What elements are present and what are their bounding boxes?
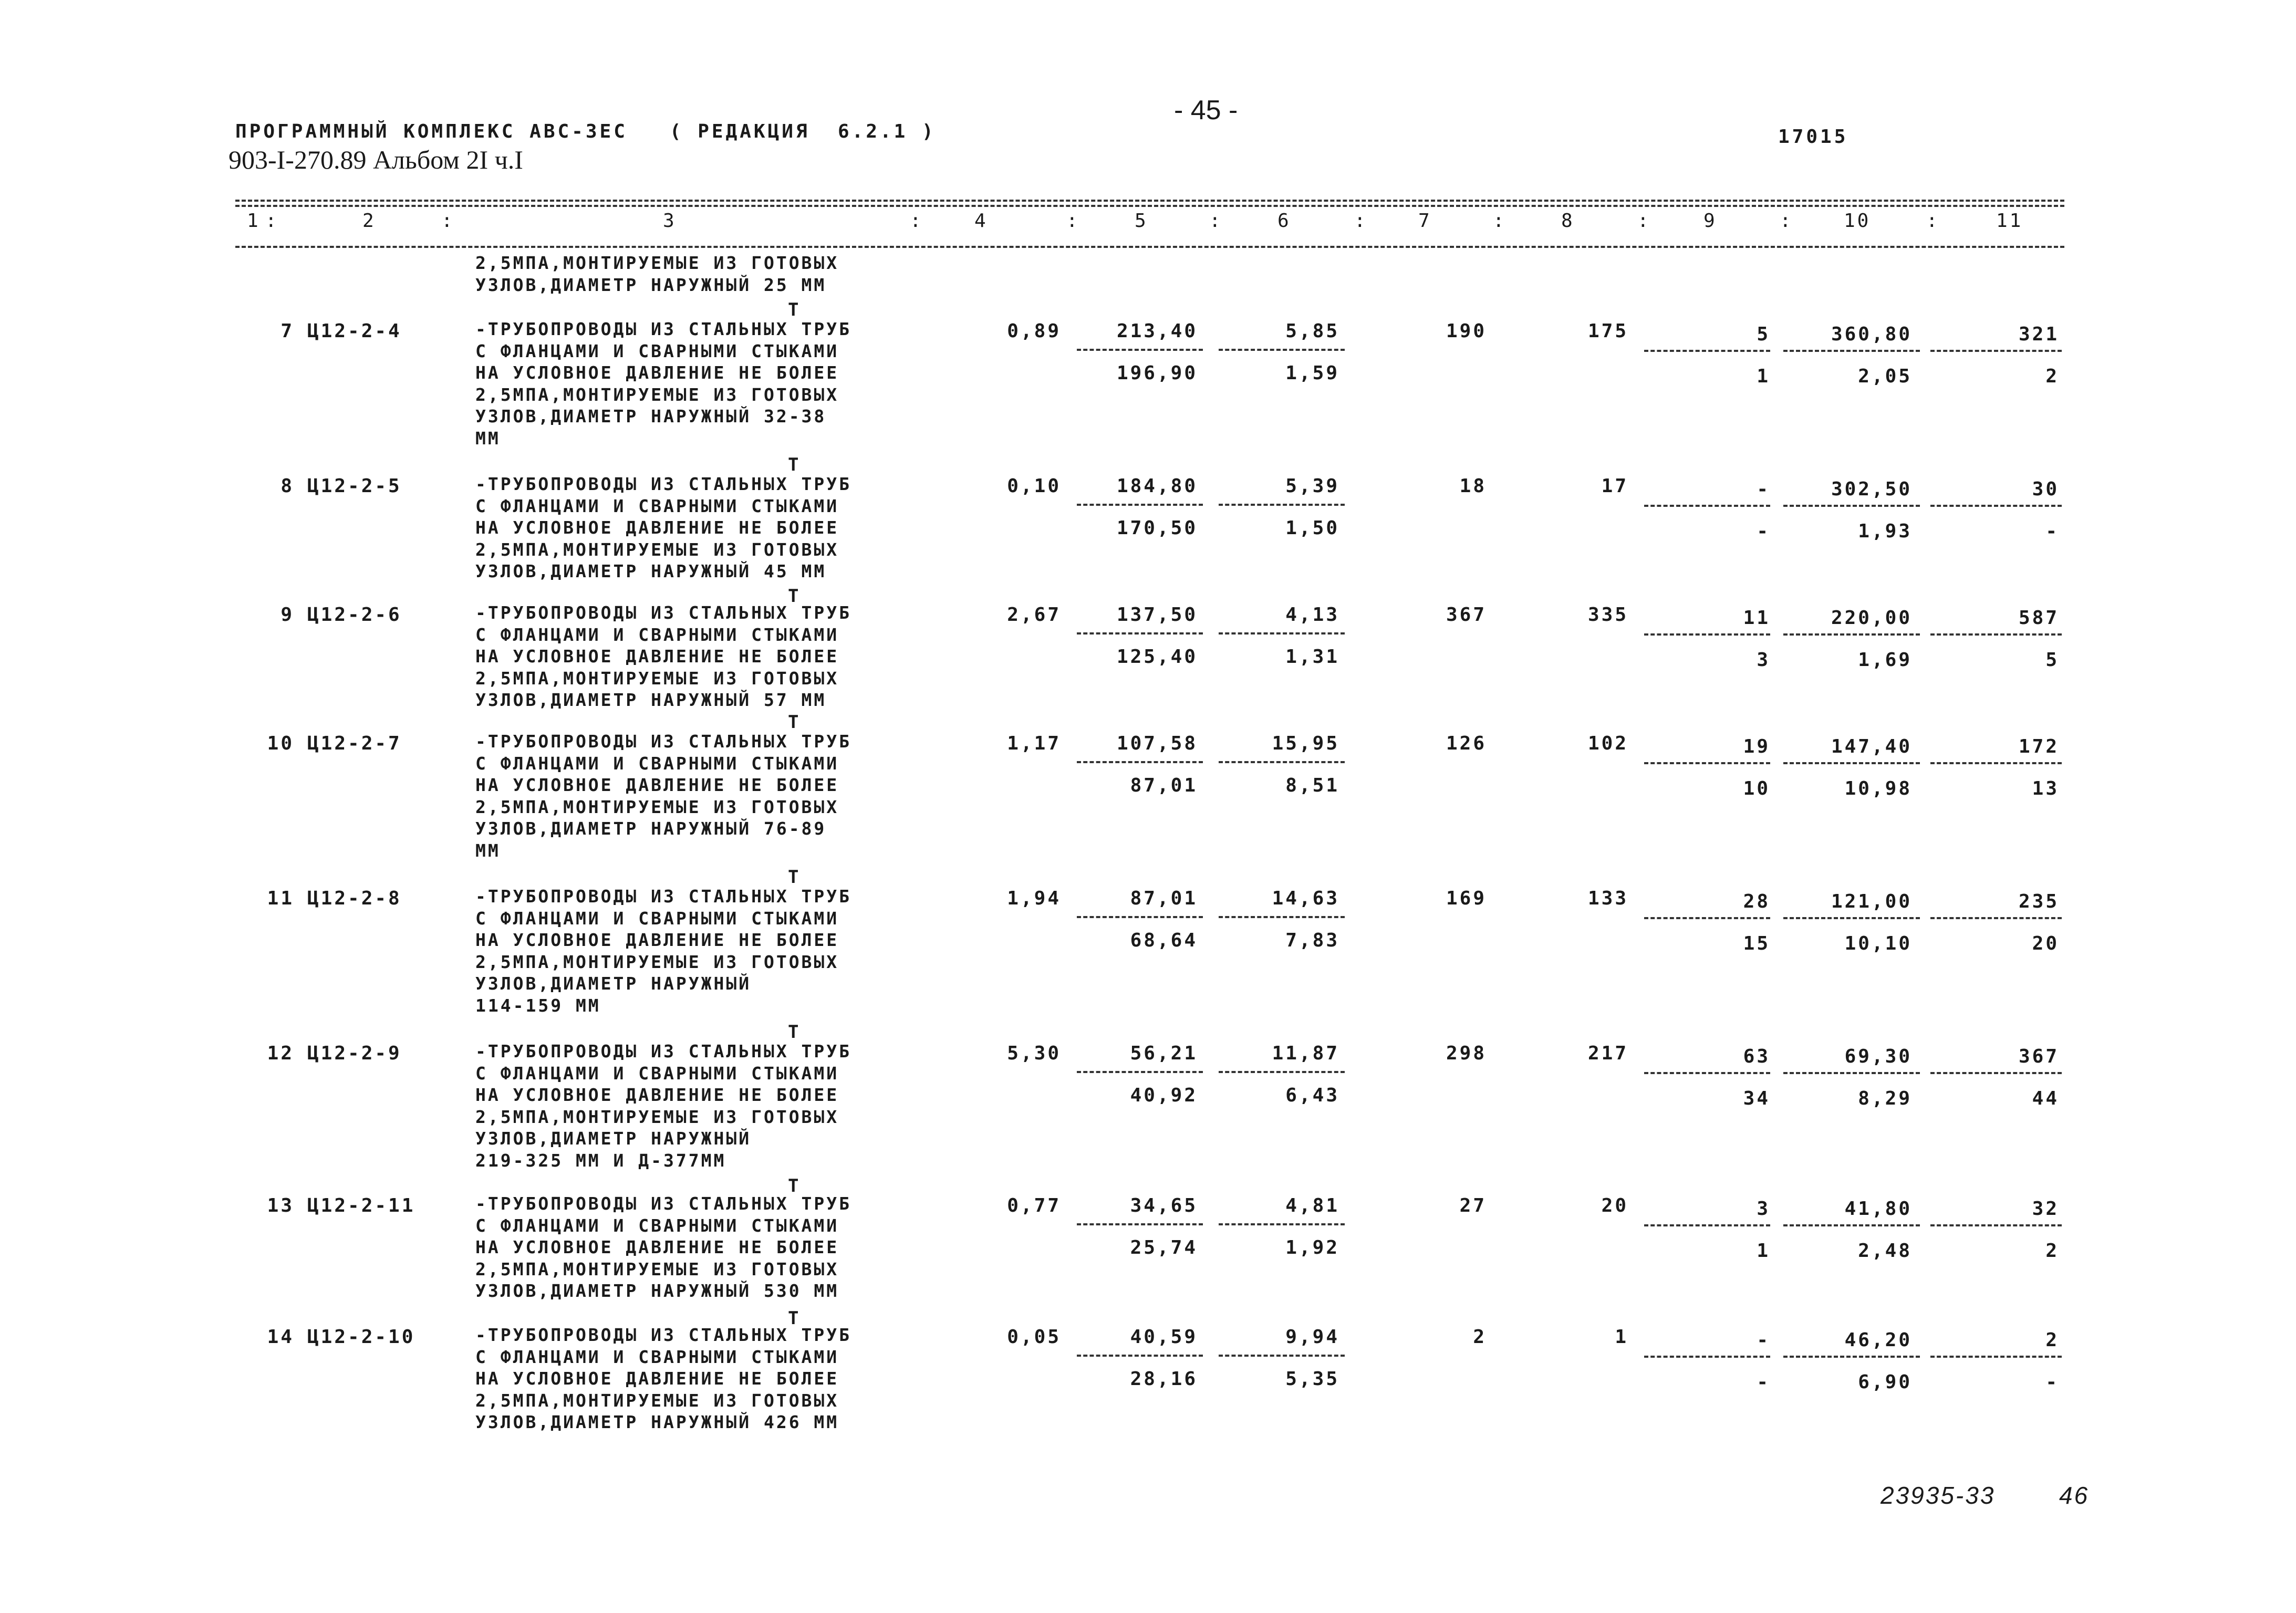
cell-col5-top: 34,65 <box>1130 1195 1198 1216</box>
row-number: 10 <box>267 733 294 754</box>
row-code: Ц12-2-11 <box>307 1195 415 1216</box>
cell-col6-bottom: 6,43 <box>1285 1085 1339 1106</box>
row-description: -ТРУБОПРОВОДЫ ИЗ СТАЛЬНЫХ ТРУБ С ФЛАНЦАМИ И СВАРНЫМИ СТЫКАМИ НА УСЛОВНОЕ ДАВЛЕНИЕ НЕ БОЛЕЕ 2,5МПА,МОНТИРУЕМЫЕ ИЗ ГОТОВЫХ УЗЛОВ,ДИАМЕТР НАРУЖНЫЙ 219-325 ММ И Д-377ММ <box>475 1041 852 1171</box>
fraction-line <box>1644 1224 1770 1226</box>
fraction-line <box>1783 917 1920 919</box>
fraction-line <box>1930 1224 2062 1226</box>
fraction-line <box>1219 632 1345 634</box>
row-code: Ц12-2-8 <box>307 888 402 909</box>
row-code: Ц12-2-5 <box>307 475 402 497</box>
column-separator: : <box>1637 210 1649 232</box>
cell-col7: 169 <box>1446 888 1487 909</box>
unit-mark: Т <box>788 1308 799 1329</box>
cell-col10-bottom: 1,69 <box>1858 649 1912 671</box>
column-header-5: 5 <box>1135 210 1148 232</box>
row-code: Ц12-2-7 <box>307 733 402 754</box>
footer-doc-number: 23935-33 <box>1881 1482 1996 1509</box>
fraction-line <box>1077 916 1203 918</box>
cell-col11-top: 367 <box>2018 1046 2059 1067</box>
cell-col6-top: 11,87 <box>1272 1043 1339 1064</box>
cell-col5-top: 137,50 <box>1116 604 1198 626</box>
fraction-line <box>1219 1223 1345 1225</box>
cell-col4: 5,30 <box>1007 1043 1061 1064</box>
cell-col10-top: 360,80 <box>1831 324 1912 345</box>
fraction-line <box>1219 1071 1345 1073</box>
row-number: 13 <box>267 1195 294 1216</box>
row-description: -ТРУБОПРОВОДЫ ИЗ СТАЛЬНЫХ ТРУБ С ФЛАНЦАМИ И СВАРНЫМИ СТЫКАМИ НА УСЛОВНОЕ ДАВЛЕНИЕ НЕ БОЛЕЕ 2,5МПА,МОНТИРУЕМЫЕ ИЗ ГОТОВЫХ УЗЛОВ,ДИАМЕТР НАРУЖНЫЙ 426 ММ <box>475 1325 852 1432</box>
column-separator: : <box>1926 210 1938 232</box>
column-header-1: 1 <box>247 210 261 232</box>
cell-col6-top: 14,63 <box>1272 888 1339 909</box>
row-number: 8 <box>280 475 294 497</box>
cell-col5-bottom: 125,40 <box>1116 646 1198 668</box>
cell-col11-bottom: - <box>2045 1371 2059 1393</box>
cell-col4: 2,67 <box>1007 604 1061 626</box>
fraction-line <box>1783 1356 1920 1358</box>
album-title: 903-I-270.89 Альбом 2I ч.I <box>228 145 523 174</box>
cell-col6-bottom: 1,31 <box>1285 646 1339 668</box>
fraction-line <box>1783 1224 1920 1226</box>
cell-col9-top: 11 <box>1743 607 1770 629</box>
fraction-line <box>1644 762 1770 764</box>
fraction-line <box>1219 349 1345 351</box>
cell-col8: 102 <box>1587 733 1628 754</box>
cell-col9-top: 63 <box>1743 1046 1770 1067</box>
column-separator: : <box>441 210 453 232</box>
fraction-line <box>1219 916 1345 918</box>
cell-col7: 126 <box>1446 733 1487 754</box>
cell-col9-bottom: 3 <box>1757 649 1770 671</box>
unit-mark: Т <box>788 712 799 733</box>
cell-col11-bottom: 20 <box>2032 933 2059 954</box>
row-description: -ТРУБОПРОВОДЫ ИЗ СТАЛЬНЫХ ТРУБ С ФЛАНЦАМИ И СВАРНЫМИ СТЫКАМИ НА УСЛОВНОЕ ДАВЛЕНИЕ НЕ БОЛЕЕ 2,5МПА,МОНТИРУЕМЫЕ ИЗ ГОТОВЫХ УЗЛОВ,ДИАМЕТР НАРУЖНЫЙ 76-89 ММ <box>475 731 852 861</box>
column-header-6: 6 <box>1277 210 1291 232</box>
cell-col4: 1,94 <box>1007 888 1061 909</box>
fraction-line <box>1644 505 1770 507</box>
table-top-rule <box>235 200 2064 202</box>
cell-col5-bottom: 196,90 <box>1116 362 1198 384</box>
table-top-rule-2 <box>235 205 2064 207</box>
unit-mark: Т <box>788 454 799 475</box>
cell-col5-bottom: 68,64 <box>1130 930 1198 951</box>
cell-col4: 0,89 <box>1007 320 1061 342</box>
cell-col9-top: - <box>1757 1329 1770 1351</box>
cell-col6-bottom: 1,59 <box>1285 362 1339 384</box>
row-number: 7 <box>280 320 294 342</box>
fraction-line <box>1930 1356 2062 1358</box>
cell-col11-bottom: 13 <box>2032 778 2059 799</box>
fraction-line <box>1644 633 1770 636</box>
row-description: -ТРУБОПРОВОДЫ ИЗ СТАЛЬНЫХ ТРУБ С ФЛАНЦАМИ И СВАРНЫМИ СТЫКАМИ НА УСЛОВНОЕ ДАВЛЕНИЕ НЕ БОЛЕЕ 2,5МПА,МОНТИРУЕМЫЕ ИЗ ГОТОВЫХ УЗЛОВ,ДИАМЕТР НАРУЖНЫЙ 45 ММ <box>475 474 852 581</box>
cell-col4: 1,17 <box>1007 733 1061 754</box>
cell-col8: 17 <box>1601 475 1628 497</box>
cell-col9-top: 3 <box>1757 1198 1770 1220</box>
cell-col8: 175 <box>1587 320 1628 342</box>
cell-col10-bottom: 8,29 <box>1858 1088 1912 1109</box>
cell-col10-top: 302,50 <box>1831 478 1912 500</box>
row-description: -ТРУБОПРОВОДЫ ИЗ СТАЛЬНЫХ ТРУБ С ФЛАНЦАМИ И СВАРНЫМИ СТЫКАМИ НА УСЛОВНОЕ ДАВЛЕНИЕ НЕ БОЛЕЕ 2,5МПА,МОНТИРУЕМЫЕ ИЗ ГОТОВЫХ УЗЛОВ,ДИАМЕТР НАРУЖНЫЙ 530 ММ <box>475 1193 852 1301</box>
cell-col5-top: 87,01 <box>1130 888 1198 909</box>
cell-col9-bottom: 34 <box>1743 1088 1770 1109</box>
column-separator: : <box>1354 210 1366 232</box>
column-header-9: 9 <box>1703 210 1717 232</box>
cell-col7: 190 <box>1446 320 1487 342</box>
cell-col7: 298 <box>1446 1043 1487 1064</box>
row-number: 11 <box>267 888 294 909</box>
cell-col7: 367 <box>1446 604 1487 626</box>
fraction-line <box>1077 504 1203 506</box>
fraction-line <box>1077 1223 1203 1225</box>
cell-col5-bottom: 170,50 <box>1116 517 1198 539</box>
cell-col11-bottom: 2 <box>2045 1240 2059 1262</box>
cell-col9-bottom: - <box>1757 521 1770 542</box>
fraction-line <box>1644 917 1770 919</box>
cell-col5-bottom: 87,01 <box>1130 775 1198 796</box>
fraction-line <box>1077 349 1203 351</box>
fraction-line <box>1219 761 1345 763</box>
cell-col6-top: 4,13 <box>1285 604 1339 626</box>
cell-col10-top: 220,00 <box>1831 607 1912 629</box>
fraction-line <box>1077 632 1203 634</box>
fraction-line <box>1930 633 2062 636</box>
cell-col10-bottom: 10,98 <box>1844 778 1912 799</box>
fraction-line <box>1783 350 1920 352</box>
column-separator: : <box>910 210 921 232</box>
cell-col9-top: 19 <box>1743 736 1770 757</box>
unit-mark: Т <box>788 867 799 888</box>
cell-col10-top: 147,40 <box>1831 736 1912 757</box>
cell-col6-bottom: 1,92 <box>1285 1237 1339 1258</box>
cell-col5-top: 213,40 <box>1116 320 1198 342</box>
cell-col9-top: 28 <box>1743 891 1770 912</box>
cell-col8: 217 <box>1587 1043 1628 1064</box>
cell-col6-bottom: 7,83 <box>1285 930 1339 951</box>
cell-col9-bottom: - <box>1757 1371 1770 1393</box>
column-header-11: 11 <box>1996 210 2023 232</box>
cell-col9-bottom: 10 <box>1743 778 1770 799</box>
cell-col4: 0,10 <box>1007 475 1061 497</box>
row-number: 12 <box>267 1043 294 1064</box>
cell-col9-bottom: 1 <box>1757 366 1770 387</box>
cell-col6-top: 4,81 <box>1285 1195 1339 1216</box>
fraction-line <box>1219 1355 1345 1357</box>
fraction-line <box>1219 504 1345 506</box>
cell-col9-top: - <box>1757 478 1770 500</box>
cell-col6-bottom: 1,50 <box>1285 517 1339 539</box>
fraction-line <box>1783 1072 1920 1074</box>
fraction-line <box>1077 1071 1203 1073</box>
fraction-line <box>1930 917 2062 919</box>
fraction-line <box>1930 505 2062 507</box>
cell-col7: 18 <box>1459 475 1487 497</box>
column-separator: : <box>1493 210 1504 232</box>
cell-col5-top: 107,58 <box>1116 733 1198 754</box>
document-code: 17015 <box>1778 126 1848 148</box>
fraction-line <box>1930 350 2062 352</box>
cell-col5-bottom: 28,16 <box>1130 1368 1198 1390</box>
fraction-line <box>1783 505 1920 507</box>
cell-col5-bottom: 40,92 <box>1130 1085 1198 1106</box>
cell-col6-bottom: 8,51 <box>1285 775 1339 796</box>
cell-col9-bottom: 15 <box>1743 933 1770 954</box>
fraction-line <box>1644 350 1770 352</box>
cell-col9-bottom: 1 <box>1757 1240 1770 1262</box>
fraction-line <box>1930 1072 2062 1074</box>
column-separator: : <box>1780 210 1791 232</box>
row-description: -ТРУБОПРОВОДЫ ИЗ СТАЛЬНЫХ ТРУБ С ФЛАНЦАМИ И СВАРНЫМИ СТЫКАМИ НА УСЛОВНОЕ ДАВЛЕНИЕ НЕ БОЛЕЕ 2,5МПА,МОНТИРУЕМЫЕ ИЗ ГОТОВЫХ УЗЛОВ,ДИАМЕТР НАРУЖНЫЙ 32-38 ММ <box>475 319 852 449</box>
column-header-3: 3 <box>663 210 677 232</box>
fraction-line <box>1783 762 1920 764</box>
column-header-10: 10 <box>1844 210 1871 232</box>
cell-col11-top: 321 <box>2018 324 2059 345</box>
cell-col10-bottom: 6,90 <box>1858 1371 1912 1393</box>
cell-col11-bottom: 2 <box>2045 366 2059 387</box>
cell-col8: 335 <box>1587 604 1628 626</box>
row-code: Ц12-2-4 <box>307 320 402 342</box>
fraction-line <box>1783 633 1920 636</box>
program-header: ПРОГРАММНЫЙ КОМПЛЕКС АВС-ЗЕС ( РЕДАКЦИЯ 6.2.1 ) <box>235 121 936 142</box>
column-separator: : <box>1066 210 1078 232</box>
cell-col10-top: 121,00 <box>1831 891 1912 912</box>
continuation-text: 2,5МПА,МОНТИРУЕМЫЕ ИЗ ГОТОВЫХ УЗЛОВ,ДИАМЕТР НАРУЖНЫЙ 25 ММ <box>475 253 839 295</box>
row-number: 14 <box>267 1326 294 1348</box>
table-header-rule <box>235 246 2064 248</box>
fraction-line <box>1077 1355 1203 1357</box>
cell-col11-top: 2 <box>2045 1329 2059 1351</box>
unit-mark: Т <box>788 1175 799 1196</box>
cell-col4: 0,77 <box>1007 1195 1061 1216</box>
cell-col11-top: 30 <box>2032 478 2059 500</box>
cell-col6-top: 5,85 <box>1285 320 1339 342</box>
column-header-8: 8 <box>1561 210 1575 232</box>
cell-col11-bottom: 5 <box>2045 649 2059 671</box>
column-header-2: 2 <box>362 210 376 232</box>
cell-col10-bottom: 2,48 <box>1858 1240 1912 1262</box>
cell-col10-top: 69,30 <box>1844 1046 1912 1067</box>
cell-col11-top: 587 <box>2018 607 2059 629</box>
column-header-7: 7 <box>1418 210 1432 232</box>
fraction-line <box>1930 762 2062 764</box>
fraction-line <box>1077 761 1203 763</box>
cell-col4: 0,05 <box>1007 1326 1061 1348</box>
fraction-line <box>1644 1072 1770 1074</box>
footer-sheet-number: 46 <box>2059 1482 2090 1509</box>
cell-col11-top: 32 <box>2032 1198 2059 1220</box>
unit-mark: Т <box>788 1022 799 1043</box>
cell-col10-bottom: 10,10 <box>1844 933 1912 954</box>
row-description: -ТРУБОПРОВОДЫ ИЗ СТАЛЬНЫХ ТРУБ С ФЛАНЦАМИ И СВАРНЫМИ СТЫКАМИ НА УСЛОВНОЕ ДАВЛЕНИЕ НЕ БОЛЕЕ 2,5МПА,МОНТИРУЕМЫЕ ИЗ ГОТОВЫХ УЗЛОВ,ДИАМЕТР НАРУЖНЫЙ 114-159 ММ <box>475 886 852 1016</box>
unit-mark: Т <box>788 586 799 607</box>
cell-col8: 133 <box>1587 888 1628 909</box>
cell-col8: 1 <box>1615 1326 1628 1348</box>
cell-col7: 27 <box>1459 1195 1487 1216</box>
cell-col6-bottom: 5,35 <box>1285 1368 1339 1390</box>
cell-col11-top: 172 <box>2018 736 2059 757</box>
row-code: Ц12-2-9 <box>307 1043 402 1064</box>
cell-col5-top: 184,80 <box>1116 475 1198 497</box>
cell-col10-bottom: 1,93 <box>1858 521 1912 542</box>
column-separator: : <box>265 210 277 232</box>
row-number: 9 <box>280 604 294 626</box>
row-code: Ц12-2-10 <box>307 1326 415 1348</box>
cell-col11-bottom: - <box>2045 521 2059 542</box>
column-separator: : <box>1209 210 1221 232</box>
cell-col5-bottom: 25,74 <box>1130 1237 1198 1258</box>
cell-col6-top: 9,94 <box>1285 1326 1339 1348</box>
cell-col10-top: 46,20 <box>1844 1329 1912 1351</box>
cell-col7: 2 <box>1473 1326 1487 1348</box>
cell-col10-bottom: 2,05 <box>1858 366 1912 387</box>
cell-col5-top: 40,59 <box>1130 1326 1198 1348</box>
row-description: -ТРУБОПРОВОДЫ ИЗ СТАЛЬНЫХ ТРУБ С ФЛАНЦАМИ И СВАРНЫМИ СТЫКАМИ НА УСЛОВНОЕ ДАВЛЕНИЕ НЕ БОЛЕЕ 2,5МПА,МОНТИРУЕМЫЕ ИЗ ГОТОВЫХ УЗЛОВ,ДИАМЕТР НАРУЖНЫЙ 57 ММ <box>475 602 852 710</box>
cell-col6-top: 5,39 <box>1285 475 1339 497</box>
cell-col11-bottom: 44 <box>2032 1088 2059 1109</box>
cell-col5-top: 56,21 <box>1130 1043 1198 1064</box>
cell-col10-top: 41,80 <box>1844 1198 1912 1220</box>
column-header-4: 4 <box>974 210 988 232</box>
cell-col9-top: 5 <box>1757 324 1770 345</box>
page-number: - 45 - <box>1174 95 1238 126</box>
cell-col6-top: 15,95 <box>1272 733 1339 754</box>
cell-col11-top: 235 <box>2018 891 2059 912</box>
cell-col8: 20 <box>1601 1195 1628 1216</box>
fraction-line <box>1644 1356 1770 1358</box>
unit-mark: Т <box>788 299 799 320</box>
row-code: Ц12-2-6 <box>307 604 402 626</box>
